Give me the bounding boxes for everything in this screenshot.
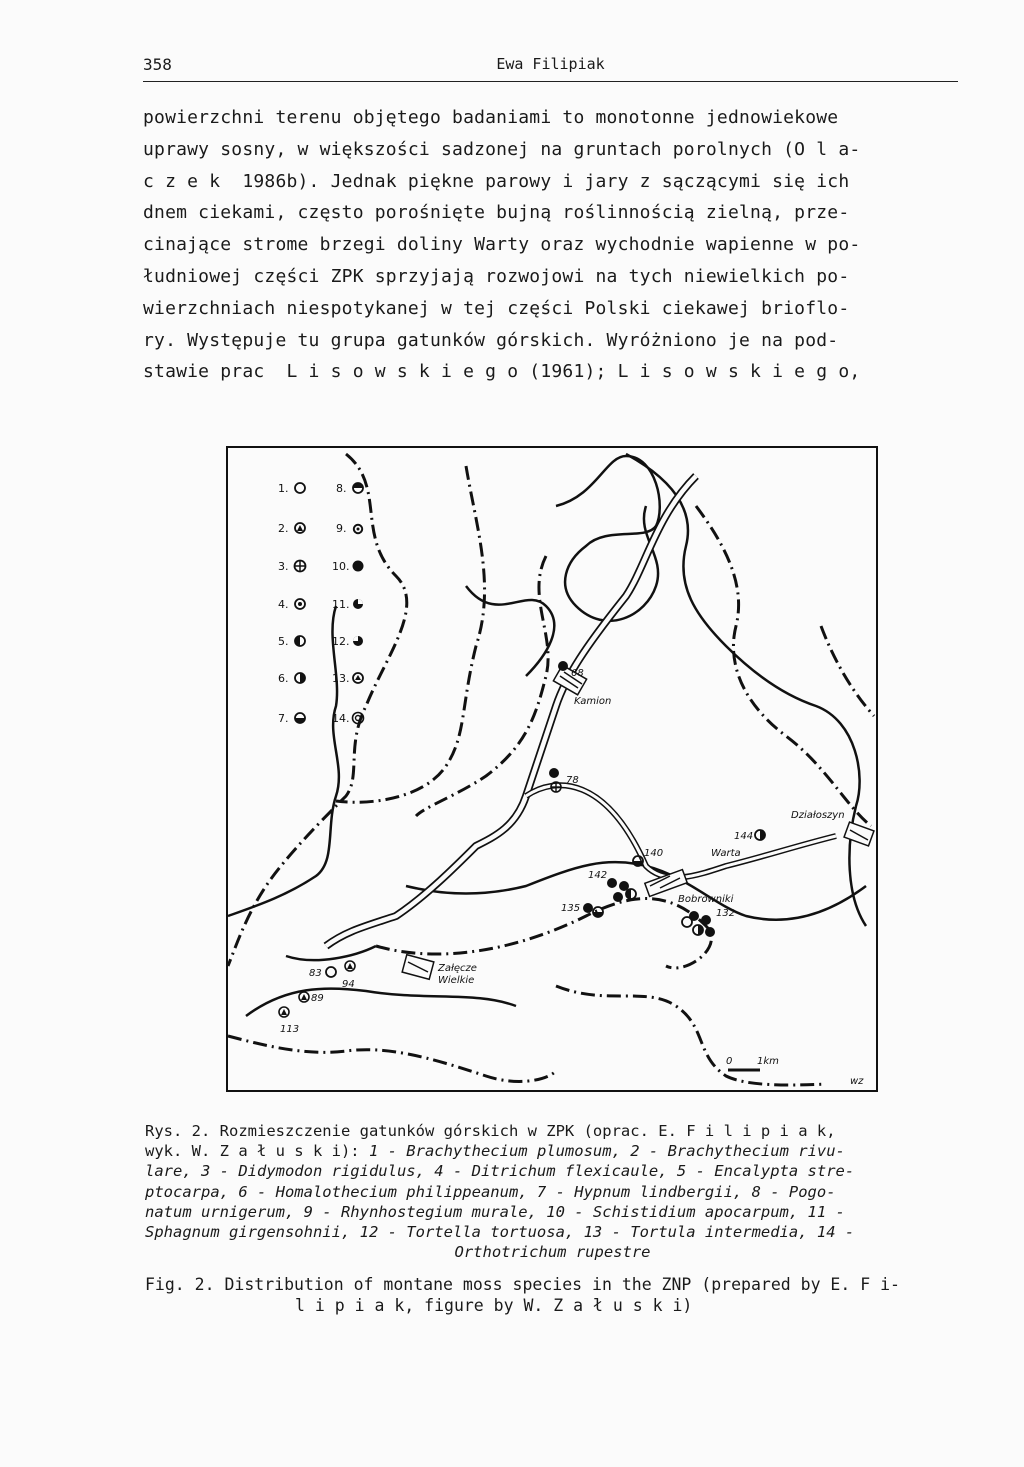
village-zalecze (402, 955, 434, 980)
body-line: wierzchniach niespotykanej w tej części Polski ciekawej brioflo- (143, 297, 850, 319)
site-number: 94 (342, 979, 355, 990)
park-boundary (376, 899, 711, 968)
body-line: uprawy sosny, w większości sadzonej na gruntach porolnych (O l a- (143, 138, 861, 160)
road-line (228, 606, 339, 916)
legend-num: 7. (278, 712, 289, 725)
site-number: 142 (588, 870, 608, 881)
park-boundary (336, 466, 485, 802)
legend-num: 3. (278, 560, 289, 573)
body-line: ry. Występuje tu grupa gatunków górskich. Wyróżniono je na pod- (143, 329, 839, 351)
park-boundary (228, 1036, 556, 1081)
label-zalecze-1: Załęcze (438, 963, 477, 974)
circle-ring-triangle-icon (353, 673, 363, 683)
page-number: 358 (143, 55, 172, 74)
caption-line (145, 1141, 960, 1161)
body-paragraph (143, 102, 963, 388)
site-number: 78 (566, 775, 579, 786)
body-line: c z e k 1986b). Jednak piękne parowy i jary z sączącymi się ich (143, 170, 850, 192)
park-boundary (228, 454, 407, 966)
circle-cross-icon (294, 560, 306, 572)
circle-triangle-icon (295, 523, 305, 533)
legend-num: 6. (278, 672, 289, 685)
half-left-icon (295, 636, 305, 646)
label-bobrowniki: Bobrowniki (678, 894, 734, 905)
scale-unit: 1km (757, 1056, 779, 1067)
legend-num: 13. (332, 672, 350, 685)
site-number: 135 (561, 903, 581, 914)
site-113 (279, 1007, 299, 1035)
caption-line: natum urnigerum, 9 - Rhynhostegium murale, 10 - Schistidium apocarpum, 11 - (145, 1202, 845, 1221)
site-number: 140 (644, 848, 664, 859)
park-boundary (821, 626, 874, 716)
filled-circle-icon (353, 561, 364, 572)
legend-num: 1. (278, 482, 289, 495)
legend-num: 10. (332, 560, 350, 573)
label-zalecze-2: Wielkie (438, 975, 475, 986)
caption-line: Sphagnum girgensohnii, 12 - Tortella tortuosa, 13 - Tortula intermedia, 14 - (145, 1223, 855, 1242)
body-line: powierzchni terenu objętego badaniami to monotonne jednowiekowe (143, 107, 839, 128)
warta-river (526, 785, 836, 877)
body-line: dnem ciekami, często porośnięte bujną roślinnością zielną, prze- (143, 202, 850, 224)
legend-num: 11. (332, 598, 350, 611)
site-number: 89 (311, 993, 324, 1004)
figure-caption-en (145, 1274, 960, 1316)
site-number: 132 (716, 908, 736, 919)
site-number: 83 (309, 968, 322, 979)
caption-line: Fig. 2. Distribution of montane moss species in the ZNP (prepared by E. F i- (145, 1275, 900, 1294)
scale-bar (726, 1056, 779, 1070)
site-number: 144 (734, 831, 754, 842)
legend-num: 5. (278, 635, 289, 648)
road-line (556, 456, 660, 621)
site-144 (734, 830, 765, 842)
caption-line: ptocarpa, 6 - Homalothecium philippeanum, 7 - Hypnum lindbergii, 8 - Pogo- (145, 1182, 836, 1201)
site-83 (309, 967, 336, 979)
park-boundary (556, 986, 826, 1085)
warta-river (326, 476, 696, 946)
half-top-icon (353, 483, 363, 493)
legend-num: 9. (336, 522, 347, 535)
distribution-map (226, 446, 878, 1092)
site-number: 113 (280, 1024, 300, 1035)
circle-dot-icon (295, 599, 305, 609)
caption-line: l i p i a k, figure by W. Z a ł u s k i) (295, 1296, 693, 1315)
site-94 (342, 961, 355, 990)
warta-river (526, 785, 836, 877)
small-dot-icon (354, 525, 362, 533)
site-132 (682, 908, 735, 937)
label-dzialoszyn: Działoszyn (791, 810, 845, 821)
scale-zero: 0 (726, 1056, 733, 1067)
road-line (286, 946, 376, 960)
label-warta: Warta (711, 848, 741, 859)
page-header (143, 55, 958, 82)
caption-line: lare, 3 - Didymodon rigidulus, 4 - Ditrichum flexicaule, 5 - Encalypta stre- (145, 1162, 855, 1181)
caption-line-a: wyk. W. Z a ł u s k i): (145, 1142, 369, 1161)
warta-river (326, 476, 696, 946)
legend-num: 2. (278, 522, 289, 535)
road-line (246, 989, 516, 1016)
body-line: cinające strome brzegi doliny Warty oraz wychodnie wapienne w po- (143, 234, 861, 256)
figure-caption-pl (145, 1121, 960, 1262)
illustrator-sign: wz (850, 1076, 864, 1087)
map-legend (278, 482, 364, 725)
caption-line: Rys. 2. Rozmieszczenie gatunków górskich w ZPK (oprac. E. F i l i p i a k, (145, 1122, 836, 1140)
caption-line: Orthotrichum rupestre (454, 1243, 651, 1262)
quarter-icon (353, 599, 363, 609)
caption-line-b: 1 - Brachythecium plumosum, 2 - Brachythecium rivu- (368, 1142, 845, 1161)
body-line: stawie prac L i s o w s k i e g o (1961); L i s o w s k i e g o, (143, 361, 861, 383)
site-89 (299, 992, 324, 1004)
half-bottom-icon (295, 713, 305, 723)
legend-num: 4. (278, 598, 289, 611)
legend-num: 8. (336, 482, 347, 495)
site-number: 68 (571, 668, 584, 679)
half-right-icon (295, 673, 305, 683)
legend-num: 12. (332, 635, 350, 648)
three-quarter-icon (353, 636, 363, 646)
legend-num: 14. (332, 712, 350, 725)
site-142 (588, 870, 636, 902)
open-circle-icon (295, 483, 305, 493)
label-kamion: Kamion (574, 696, 612, 707)
running-title: Ewa Filipiak (496, 55, 605, 73)
park-boundary (696, 506, 871, 826)
village-dzialoszyn (844, 822, 874, 846)
body-line: łudniowej części ZPK sprzyjają rozwojowi na tych niewielkich po- (143, 265, 850, 287)
